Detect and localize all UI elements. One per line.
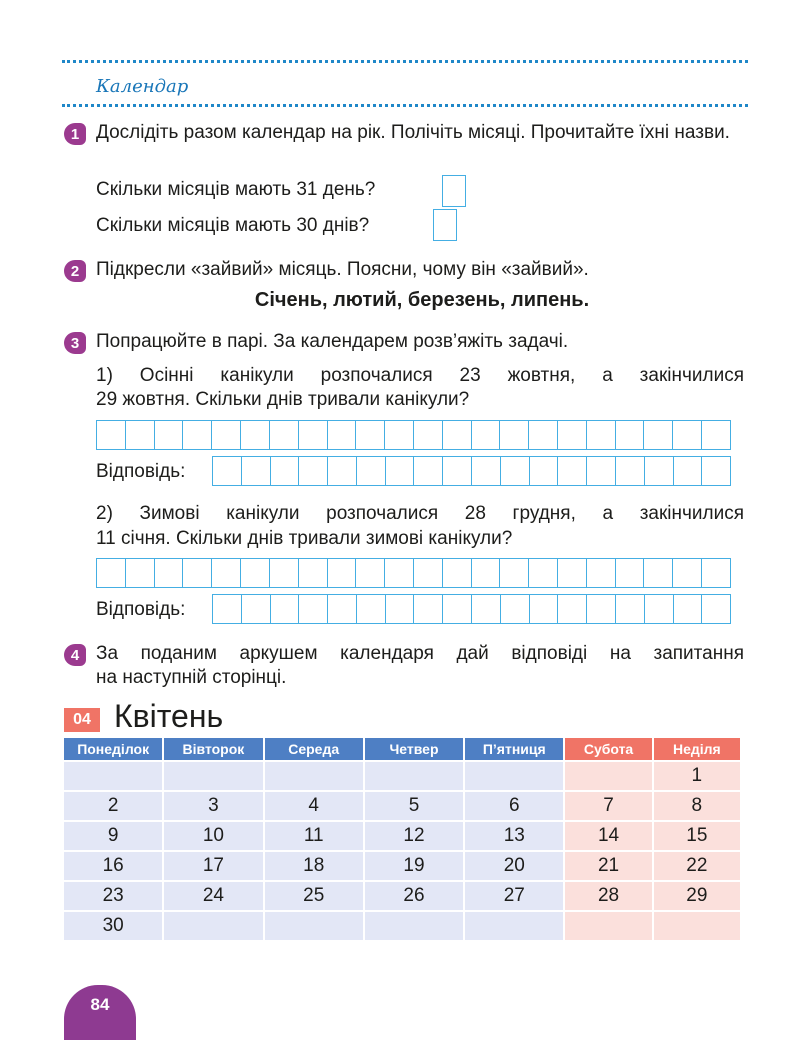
day-cell: [164, 762, 262, 790]
bottom-dotted-divider: [62, 104, 748, 107]
solution-grid-1[interactable]: [96, 420, 731, 450]
day-cell: [265, 762, 363, 790]
day-cell: 12: [365, 822, 463, 850]
problem-2-line-2: 11 січня. Скільки днів тривали зимові канікули?: [96, 528, 513, 549]
task-3-number: 3: [64, 332, 86, 354]
day-cell: [265, 912, 363, 940]
day-cell: 7: [565, 792, 651, 820]
day-cell: 15: [654, 822, 740, 850]
april-calendar: [62, 736, 742, 942]
day-cell: 14: [565, 822, 651, 850]
weekday-thursday: Четвер: [365, 738, 463, 760]
calendar-week-row: [64, 822, 740, 850]
day-cell: 29: [654, 882, 740, 910]
task-3-text: Попрацюйте в парі. За календарем розв’яжіть задачі.: [96, 331, 569, 352]
day-cell: 9: [64, 822, 162, 850]
day-cell: 28: [565, 882, 651, 910]
task-1-question-31: Скільки місяців мають 31 день?: [96, 179, 376, 200]
day-cell: 3: [164, 792, 262, 820]
day-cell: 13: [465, 822, 563, 850]
day-cell: [465, 762, 563, 790]
day-cell: 1: [654, 762, 740, 790]
page-number: 84: [64, 985, 136, 1040]
task-2-months: Січень, лютий, березень, липень.: [254, 289, 590, 311]
day-cell: [365, 912, 463, 940]
answer-label-2: Відповідь:: [96, 599, 186, 620]
calendar-week-row: [64, 882, 740, 910]
day-cell: 26: [365, 882, 463, 910]
task-1-number: 1: [64, 123, 86, 145]
day-cell: 2: [64, 792, 162, 820]
calendar-week-row: [64, 912, 740, 940]
day-cell: 6: [465, 792, 563, 820]
task-4-line-1: За поданим аркушем календаря дай відповіді на запитання: [96, 643, 744, 664]
day-cell: 16: [64, 852, 162, 880]
calendar-week-row: [64, 852, 740, 880]
day-cell: 17: [164, 852, 262, 880]
day-cell: [654, 912, 740, 940]
day-cell: 10: [164, 822, 262, 850]
day-cell: 23: [64, 882, 162, 910]
task-1-text: Дослідіть разом календар на рік. Полічіть місяці. Прочитайте їхні назви.: [96, 122, 730, 143]
day-cell: 22: [654, 852, 740, 880]
day-cell: 4: [265, 792, 363, 820]
weekday-tuesday: Вівторок: [164, 738, 262, 760]
day-cell: 21: [565, 852, 651, 880]
top-dotted-divider: [62, 60, 748, 63]
task-2-number: 2: [64, 260, 86, 282]
day-cell: 30: [64, 912, 162, 940]
weekday-wednesday: Середа: [265, 738, 363, 760]
day-cell: [365, 762, 463, 790]
task-1-question-30: Скільки місяців мають 30 днів?: [96, 215, 370, 236]
task-2-text: Підкресли «зайвий» місяць. Поясни, чому він «зайвий».: [96, 259, 589, 280]
calendar-week-row: [64, 762, 740, 790]
day-cell: [164, 912, 262, 940]
day-cell: 24: [164, 882, 262, 910]
problem-2-line-1: 2) Зимові канікули розпочалися 28 грудня, а закінчилися: [96, 503, 744, 524]
day-cell: 8: [654, 792, 740, 820]
day-cell: 25: [265, 882, 363, 910]
weekday-sunday: Неділя: [654, 738, 740, 760]
solution-grid-2[interactable]: [96, 558, 731, 588]
day-cell: 18: [265, 852, 363, 880]
day-cell: [565, 912, 651, 940]
weekday-header-row: [64, 738, 740, 760]
day-cell: 27: [465, 882, 563, 910]
task-4-line-2: на наступній сторінці.: [96, 667, 287, 688]
day-cell: 19: [365, 852, 463, 880]
answer-box-31-days[interactable]: [442, 175, 466, 207]
day-cell: 5: [365, 792, 463, 820]
weekday-monday: Понеділок: [64, 738, 162, 760]
problem-1-line-1: 1) Осінні канікули розпочалися 23 жовтня, а закінчилися: [96, 365, 744, 386]
month-number-badge: 04: [64, 708, 100, 732]
day-cell: [64, 762, 162, 790]
answer-label-1: Відповідь:: [96, 461, 186, 482]
day-cell: 11: [265, 822, 363, 850]
day-cell: [565, 762, 651, 790]
answer-box-30-days[interactable]: [433, 209, 457, 241]
task-4-number: 4: [64, 644, 86, 666]
section-title: Календар: [96, 76, 189, 97]
answer-grid-1[interactable]: [212, 456, 731, 486]
weekday-saturday: Субота: [565, 738, 651, 760]
calendar-week-row: [64, 792, 740, 820]
problem-1-line-2: 29 жовтня. Скільки днів тривали канікули?: [96, 389, 470, 410]
day-cell: [465, 912, 563, 940]
answer-grid-2[interactable]: [212, 594, 731, 624]
month-name: Квітень: [114, 698, 224, 734]
weekday-friday: П’ятниця: [465, 738, 563, 760]
day-cell: 20: [465, 852, 563, 880]
